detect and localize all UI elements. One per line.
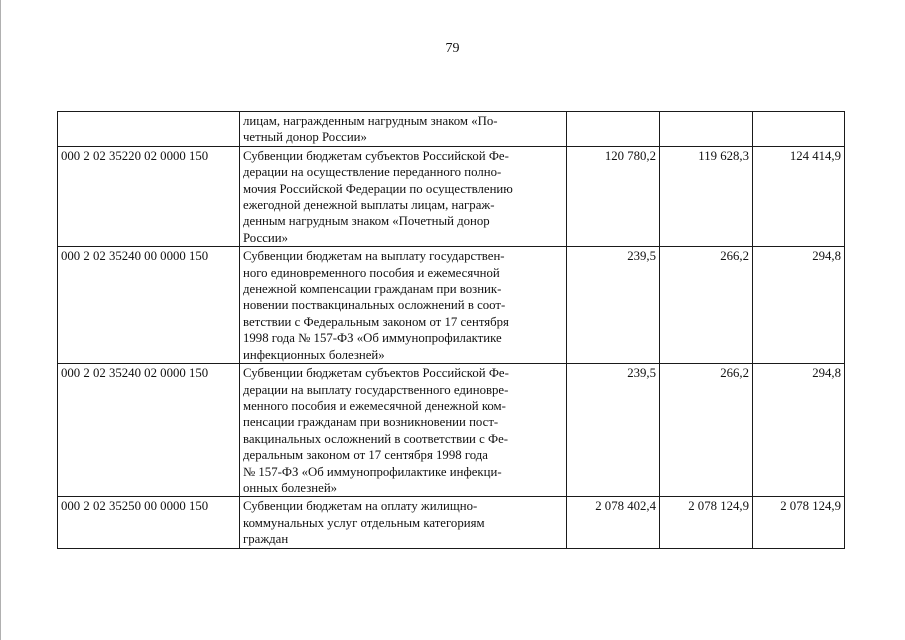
description-line: денным нагрудным знаком «Почетный донор: [243, 214, 490, 229]
description-line: ежегодной денежной выплаты лицам, награж-: [243, 198, 495, 213]
value-cell-year3: 124 414,9: [753, 146, 845, 246]
table-row: [58, 247, 845, 364]
description-line: четный донор России»: [243, 130, 367, 145]
value-cell-year2: 266,2: [660, 364, 753, 497]
description-line: Субвенции бюджетам субъектов Российской Фе-: [243, 366, 509, 381]
table-row: [58, 364, 845, 497]
value-cell-year1: 120 780,2: [567, 146, 660, 246]
description-line: вакцинальных осложнений в соответствии с Фе-: [243, 431, 509, 446]
description-line: № 157-ФЗ «Об иммунопрофилактике инфекци-: [243, 464, 502, 479]
description-line: пенсации гражданам при возникновении пост-: [243, 415, 499, 430]
description-line: Субвенции бюджетам на выплату государствен-: [243, 249, 505, 264]
description-cell: [240, 497, 567, 548]
description-cell: [240, 364, 567, 497]
description-line: дерации на осуществление переданного полно-: [243, 165, 502, 180]
description-line: Субвенции бюджетам субъектов Российской Фе-: [243, 148, 509, 163]
value-cell-year2: 2 078 124,9: [660, 497, 753, 548]
description-line: онных болезней»: [243, 480, 338, 495]
budget-code-cell: [58, 112, 240, 147]
scan-edge-line: [0, 0, 1, 640]
value-cell-year2: 266,2: [660, 247, 753, 364]
description-cell: [240, 247, 567, 364]
description-line: лицам, награжденным нагрудным знаком «По-: [243, 114, 498, 128]
budget-code-cell: 000 2 02 35240 00 0000 150: [58, 247, 240, 364]
budget-code-cell: 000 2 02 35240 02 0000 150: [58, 364, 240, 497]
description-line: мочия Российской Федерации по осуществлению: [243, 181, 513, 196]
value-cell-year1: 239,5: [567, 247, 660, 364]
description-line: граждан: [243, 532, 289, 547]
budget-table: [57, 111, 845, 549]
value-cell-year1: 239,5: [567, 364, 660, 497]
value-cell-year2: [660, 112, 753, 147]
description-cell: [240, 112, 567, 147]
value-cell-year1: [567, 112, 660, 147]
value-cell-year3: 294,8: [753, 247, 845, 364]
description-line: ного единовременного пособия и ежемесячной: [243, 265, 500, 280]
description-line: коммунальных услуг отдельным категориям: [243, 515, 485, 530]
table-row: [58, 146, 845, 246]
description-line: Субвенции бюджетам на оплату жилищно-: [243, 499, 478, 514]
table-row: [58, 112, 845, 147]
page-number: 79: [445, 41, 460, 56]
description-line: новении поствакцинальных осложнений в соот-: [243, 298, 506, 313]
budget-code-cell: 000 2 02 35250 00 0000 150: [58, 497, 240, 548]
table-row: [58, 497, 845, 548]
value-cell-year3: 2 078 124,9: [753, 497, 845, 548]
description-line: деральным законом от 17 сентября 1998 года: [243, 448, 488, 463]
description-line: инфекционных болезней»: [243, 347, 385, 362]
description-line: ветствии с Федеральным законом от 17 сентября: [243, 314, 509, 329]
description-line: дерации на выплату государственного единовре-: [243, 382, 509, 397]
description-line: менного пособия и ежемесячной денежной ком-: [243, 398, 506, 413]
budget-code-cell: 000 2 02 35220 02 0000 150: [58, 146, 240, 246]
description-line: России»: [243, 230, 288, 245]
value-cell-year3: [753, 112, 845, 147]
description-line: денежной компенсации гражданам при возник-: [243, 282, 502, 297]
description-cell: [240, 146, 567, 246]
value-cell-year3: 294,8: [753, 364, 845, 497]
description-line: 1998 года № 157-ФЗ «Об иммунопрофилактике: [243, 331, 502, 346]
value-cell-year2: 119 628,3: [660, 146, 753, 246]
value-cell-year1: 2 078 402,4: [567, 497, 660, 548]
